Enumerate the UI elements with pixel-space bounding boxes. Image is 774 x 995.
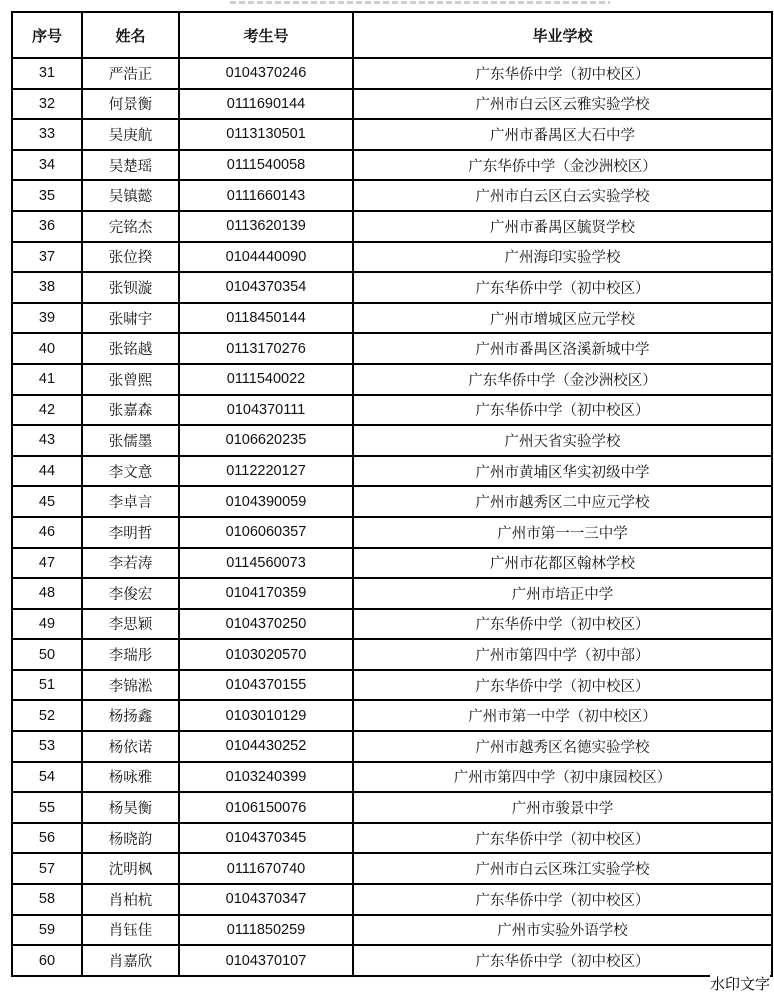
table-row bbox=[12, 119, 772, 150]
cell-seq: 47 bbox=[12, 548, 82, 579]
cell-name: 完铭杰 bbox=[82, 211, 179, 242]
cell-name: 严浩正 bbox=[82, 58, 179, 89]
table-header-row bbox=[12, 12, 772, 58]
table-row bbox=[12, 272, 772, 303]
cell-name: 张铭越 bbox=[82, 333, 179, 364]
table-row bbox=[12, 517, 772, 548]
cell-name: 李俊宏 bbox=[82, 578, 179, 609]
cell-name: 何景衡 bbox=[82, 89, 179, 120]
cell-exam-id: 0114560073 bbox=[179, 548, 353, 579]
cell-name: 李卓言 bbox=[82, 486, 179, 517]
cell-seq: 43 bbox=[12, 425, 82, 456]
cell-exam-id: 0111850259 bbox=[179, 915, 353, 946]
table-row bbox=[12, 792, 772, 823]
cell-exam-id: 0104370250 bbox=[179, 609, 353, 640]
table-row bbox=[12, 242, 772, 273]
cell-seq: 37 bbox=[12, 242, 82, 273]
cell-exam-id: 0104370246 bbox=[179, 58, 353, 89]
cell-exam-id: 0103010129 bbox=[179, 700, 353, 731]
cell-school: 广州市实验外语学校 bbox=[353, 915, 772, 946]
cell-school: 广东华侨中学（初中校区） bbox=[353, 395, 772, 426]
cell-school: 广东华侨中学（初中校区） bbox=[353, 58, 772, 89]
cell-seq: 38 bbox=[12, 272, 82, 303]
cell-seq: 44 bbox=[12, 456, 82, 487]
cell-exam-id: 0104370347 bbox=[179, 884, 353, 915]
table-row bbox=[12, 639, 772, 670]
table-row bbox=[12, 425, 772, 456]
cell-name: 张儒墨 bbox=[82, 425, 179, 456]
cell-name: 李锦淞 bbox=[82, 670, 179, 701]
admission-roster-table bbox=[11, 11, 773, 977]
cell-school: 广州市番禺区毓贤学校 bbox=[353, 211, 772, 242]
cell-exam-id: 0113620139 bbox=[179, 211, 353, 242]
cell-exam-id: 0111690144 bbox=[179, 89, 353, 120]
cell-school: 广州海印实验学校 bbox=[353, 242, 772, 273]
cell-school: 广州天省实验学校 bbox=[353, 425, 772, 456]
cell-seq: 33 bbox=[12, 119, 82, 150]
cell-exam-id: 0104370107 bbox=[179, 945, 353, 976]
cell-seq: 53 bbox=[12, 731, 82, 762]
cell-exam-id: 0104370155 bbox=[179, 670, 353, 701]
cell-name: 杨扬鑫 bbox=[82, 700, 179, 731]
cell-school: 广州市番禺区洛溪新城中学 bbox=[353, 333, 772, 364]
cell-exam-id: 0106060357 bbox=[179, 517, 353, 548]
cell-exam-id: 0111540058 bbox=[179, 150, 353, 181]
cell-school: 广州市骏景中学 bbox=[353, 792, 772, 823]
cell-name: 吴镇懿 bbox=[82, 180, 179, 211]
cell-name: 李若涛 bbox=[82, 548, 179, 579]
table-row bbox=[12, 333, 772, 364]
cell-school: 广东华侨中学（初中校区） bbox=[353, 609, 772, 640]
cell-exam-id: 0104370345 bbox=[179, 823, 353, 854]
cell-exam-id: 0104370111 bbox=[179, 395, 353, 426]
cell-exam-id: 0106150076 bbox=[179, 792, 353, 823]
cell-school: 广州市越秀区名德实验学校 bbox=[353, 731, 772, 762]
cell-seq: 60 bbox=[12, 945, 82, 976]
cell-name: 杨昊衡 bbox=[82, 792, 179, 823]
cell-name: 李思颖 bbox=[82, 609, 179, 640]
header-school: 毕业学校 bbox=[353, 12, 772, 58]
cell-seq: 52 bbox=[12, 700, 82, 731]
cell-school: 广州市黄埔区华实初级中学 bbox=[353, 456, 772, 487]
table-row bbox=[12, 486, 772, 517]
cell-name: 杨咏雅 bbox=[82, 762, 179, 793]
cell-exam-id: 0113130501 bbox=[179, 119, 353, 150]
cropped-title bbox=[230, 0, 610, 6]
table-row bbox=[12, 853, 772, 884]
table-row bbox=[12, 823, 772, 854]
cell-name: 杨晓韵 bbox=[82, 823, 179, 854]
table-row bbox=[12, 303, 772, 334]
cell-seq: 54 bbox=[12, 762, 82, 793]
cell-name: 吴楚瑶 bbox=[82, 150, 179, 181]
cell-exam-id: 0111540022 bbox=[179, 364, 353, 395]
cell-seq: 55 bbox=[12, 792, 82, 823]
table-row bbox=[12, 609, 772, 640]
cell-seq: 36 bbox=[12, 211, 82, 242]
cell-seq: 34 bbox=[12, 150, 82, 181]
table-row bbox=[12, 180, 772, 211]
cell-school: 广州市白云区云雅实验学校 bbox=[353, 89, 772, 120]
cell-school: 广州市番禺区大石中学 bbox=[353, 119, 772, 150]
cell-school: 广州市白云区白云实验学校 bbox=[353, 180, 772, 211]
header-exam-id: 考生号 bbox=[179, 12, 353, 58]
cell-exam-id: 0118450144 bbox=[179, 303, 353, 334]
cell-school: 广州市第四中学（初中康园校区） bbox=[353, 762, 772, 793]
cell-school: 广东华侨中学（初中校区） bbox=[353, 945, 772, 976]
cell-seq: 58 bbox=[12, 884, 82, 915]
cell-school: 广州市越秀区二中应元学校 bbox=[353, 486, 772, 517]
cell-school: 广东华侨中学（金沙洲校区） bbox=[353, 150, 772, 181]
table-row bbox=[12, 211, 772, 242]
cell-name: 张钡漩 bbox=[82, 272, 179, 303]
cell-school: 广州市白云区珠江实验学校 bbox=[353, 853, 772, 884]
table-row bbox=[12, 58, 772, 89]
cell-school: 广州市花都区翰林学校 bbox=[353, 548, 772, 579]
cell-school: 广东华侨中学（初中校区） bbox=[353, 272, 772, 303]
cell-seq: 42 bbox=[12, 395, 82, 426]
cell-name: 肖钰佳 bbox=[82, 915, 179, 946]
table-row bbox=[12, 150, 772, 181]
cell-name: 李文意 bbox=[82, 456, 179, 487]
watermark-text: 水印文字 bbox=[709, 975, 770, 993]
cell-seq: 57 bbox=[12, 853, 82, 884]
cell-exam-id: 0104390059 bbox=[179, 486, 353, 517]
cell-seq: 35 bbox=[12, 180, 82, 211]
cell-school: 广州市培正中学 bbox=[353, 578, 772, 609]
cell-exam-id: 0104370354 bbox=[179, 272, 353, 303]
table-row bbox=[12, 89, 772, 120]
header-seq: 序号 bbox=[12, 12, 82, 58]
cell-name: 李明哲 bbox=[82, 517, 179, 548]
cell-name: 张曾熙 bbox=[82, 364, 179, 395]
cell-name: 肖嘉欣 bbox=[82, 945, 179, 976]
cell-name: 李瑞彤 bbox=[82, 639, 179, 670]
cell-name: 张嘉森 bbox=[82, 395, 179, 426]
table-row bbox=[12, 762, 772, 793]
table-row bbox=[12, 915, 772, 946]
cell-school: 广东华侨中学（初中校区） bbox=[353, 823, 772, 854]
table-row bbox=[12, 731, 772, 762]
cell-name: 杨依诺 bbox=[82, 731, 179, 762]
table-row bbox=[12, 700, 772, 731]
cell-seq: 31 bbox=[12, 58, 82, 89]
cell-seq: 56 bbox=[12, 823, 82, 854]
cell-seq: 48 bbox=[12, 578, 82, 609]
cell-school: 广州市增城区应元学校 bbox=[353, 303, 772, 334]
table-row bbox=[12, 578, 772, 609]
cell-exam-id: 0104440090 bbox=[179, 242, 353, 273]
header-name: 姓名 bbox=[82, 12, 179, 58]
cell-school: 广东华侨中学（初中校区） bbox=[353, 670, 772, 701]
cell-seq: 59 bbox=[12, 915, 82, 946]
table-row bbox=[12, 548, 772, 579]
cell-exam-id: 0104430252 bbox=[179, 731, 353, 762]
cell-seq: 41 bbox=[12, 364, 82, 395]
cell-seq: 50 bbox=[12, 639, 82, 670]
cell-exam-id: 0104170359 bbox=[179, 578, 353, 609]
cell-exam-id: 0112220127 bbox=[179, 456, 353, 487]
cell-school: 广州市第一中学（初中校区） bbox=[353, 700, 772, 731]
cell-exam-id: 0111660143 bbox=[179, 180, 353, 211]
cell-seq: 32 bbox=[12, 89, 82, 120]
cell-name: 张位揆 bbox=[82, 242, 179, 273]
cell-seq: 46 bbox=[12, 517, 82, 548]
cell-name: 沈明枫 bbox=[82, 853, 179, 884]
cell-seq: 51 bbox=[12, 670, 82, 701]
cell-exam-id: 0103240399 bbox=[179, 762, 353, 793]
table-row bbox=[12, 670, 772, 701]
cell-seq: 40 bbox=[12, 333, 82, 364]
cell-exam-id: 0103020570 bbox=[179, 639, 353, 670]
table-row bbox=[12, 884, 772, 915]
cell-seq: 45 bbox=[12, 486, 82, 517]
table-row bbox=[12, 945, 772, 976]
table-row bbox=[12, 395, 772, 426]
cell-exam-id: 0113170276 bbox=[179, 333, 353, 364]
table-row bbox=[12, 456, 772, 487]
cell-seq: 39 bbox=[12, 303, 82, 334]
cell-name: 吴庚航 bbox=[82, 119, 179, 150]
cell-school: 广州市第一一三中学 bbox=[353, 517, 772, 548]
cell-name: 张啸宇 bbox=[82, 303, 179, 334]
cell-seq: 49 bbox=[12, 609, 82, 640]
cell-exam-id: 0111670740 bbox=[179, 853, 353, 884]
cell-school: 广东华侨中学（金沙洲校区） bbox=[353, 364, 772, 395]
cell-name: 肖柏杭 bbox=[82, 884, 179, 915]
cell-school: 广东华侨中学（初中校区） bbox=[353, 884, 772, 915]
cell-exam-id: 0106620235 bbox=[179, 425, 353, 456]
cell-school: 广州市第四中学（初中部） bbox=[353, 639, 772, 670]
table-row bbox=[12, 364, 772, 395]
